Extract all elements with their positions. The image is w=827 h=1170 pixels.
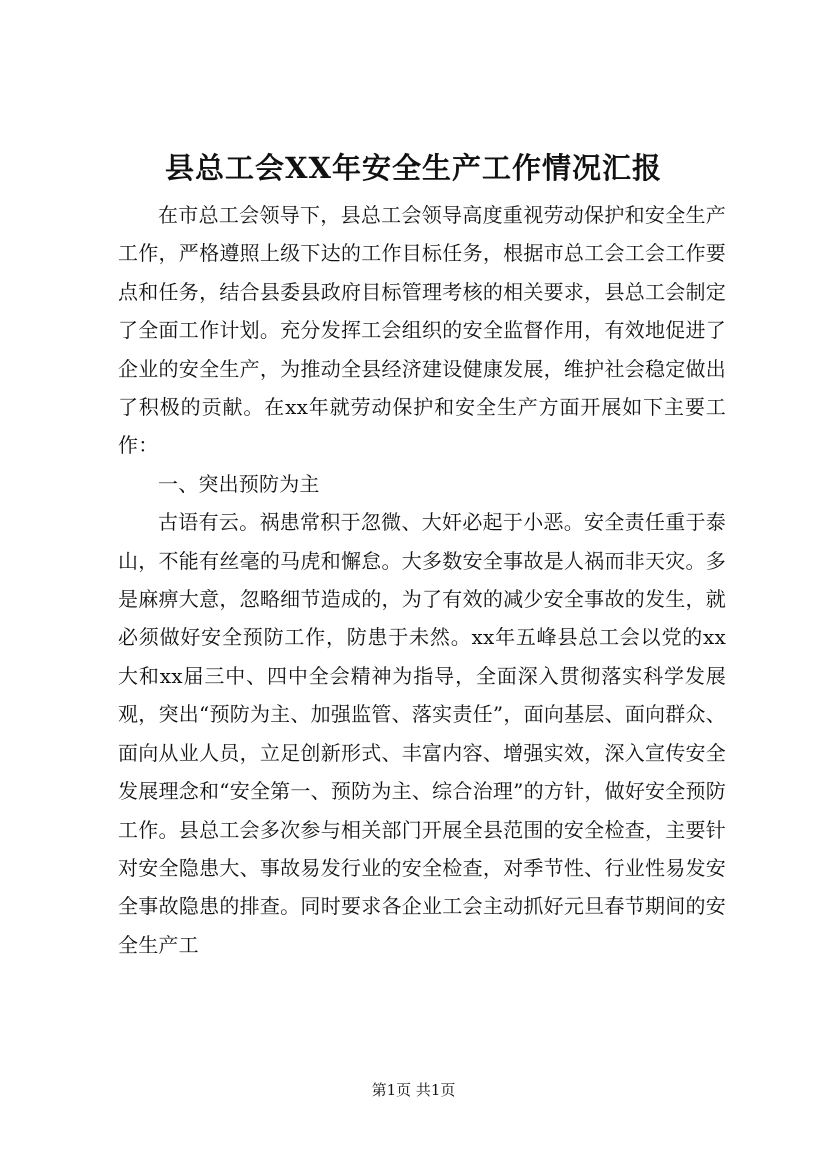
page-footer: 第1页 共1页: [371, 1081, 456, 1099]
section-paragraph: 古语有云。祸患常积于忽微、大奸必起于小恶。安全责任重于泰山，不能有丝毫的马虎和懈怠。大多数安全事故是人祸而非天灾。多是麻痹大意，忽略细节造成的，为了有效的减少安全事故的发生，就必须做好安全预防工作，防患于未然。xx年五峰县总工会以党的xx大和xx届三中、四中全会精神为指导，全面深入贯彻落实科学发展观，突出“预防为主、加强监管、落实责任”，面向基层、面向群众、面向从业人员，立足创新形式、丰富内容、增强实效，深入宣传安全发展理念和“安全第一、预防为主、综合治理”的方针，做好安全预防工作。县总工会多次参与相关部门开展全县范围的安全检查，主要针对安全隐患大、事故易发行业的安全检查，对季节性、行业性易发安全事故隐患的排查。同时要求各企业工会主动抓好元旦春节期间的安全生产工: [118, 510, 726, 957]
intro-paragraph: 在市总工会领导下，县总工会领导高度重视劳动保护和安全生产工作，严格遵照上级下达的工作目标任务，根据市总工会工会工作要点和任务，结合县委县政府目标管理考核的相关要求，县总工会制定了全面工作计划。充分发挥工会组织的安全监督作用，有效地促进了企业的安全生产，为推动全县经济建设健康发展，维护社会稳定做出了积极的贡献。在xx年就劳动保护和安全生产方面开展如下主要工作：: [118, 203, 726, 458]
document-title: 县总工会XX年安全生产工作情况汇报: [164, 151, 662, 185]
document-body: [118, 196, 726, 964]
section-heading: 一、突出预防为主: [158, 471, 320, 496]
